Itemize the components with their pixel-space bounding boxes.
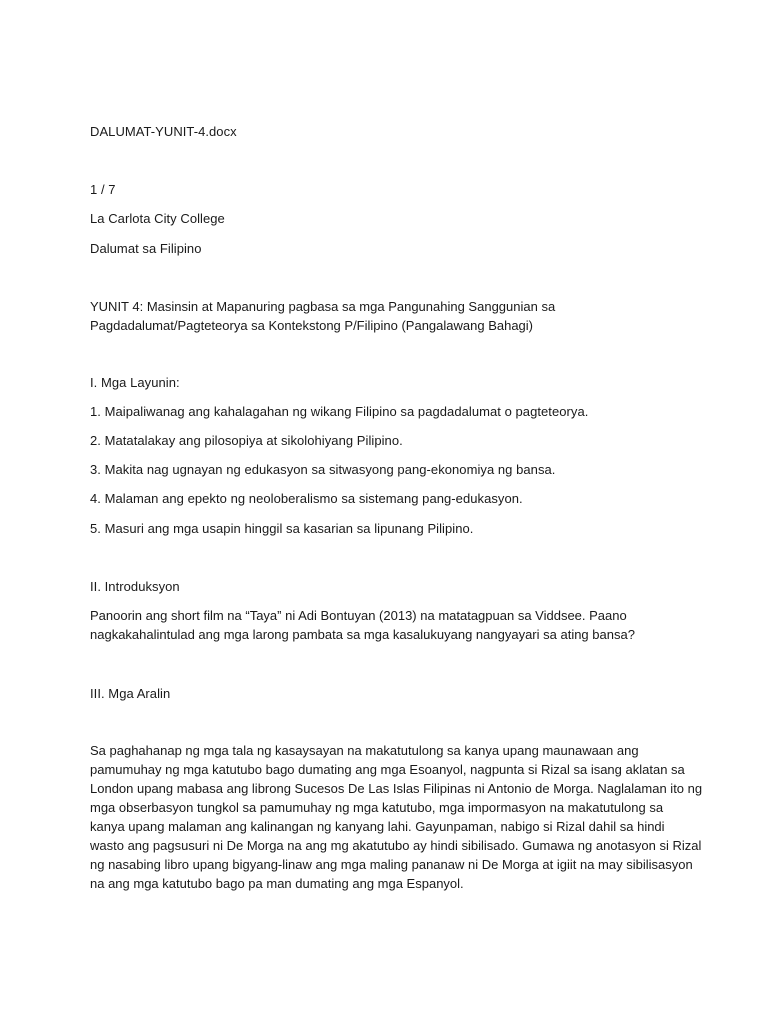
objective-item: 3. Makita nag ugnayan ng edukasyon sa sitwasyong pang-ekonomiya ng bansa. xyxy=(90,462,556,477)
intro-heading: II. Introduksyon xyxy=(90,579,180,594)
lessons-line: na ang mga katutubo bago pa man dumating ang mga Espanyol. xyxy=(90,876,464,891)
objective-item: 1. Maipaliwanag ang kahalagahan ng wikang Filipino sa pagdadalumat o pagteteorya. xyxy=(90,404,589,419)
intro-paragraph xyxy=(90,606,690,644)
lessons-line: kanya upang malaman ang kalinangan ng kanyang lahi. Gayunpaman, nabigo si Rizal dahil sa hindi xyxy=(90,819,665,834)
lessons-line: London upang mabasa ang librong Sucesos De Las Islas Filipinas ni Antonio de Morga. Naglalaman ito ng xyxy=(90,781,703,796)
page-indicator: 1 / 7 xyxy=(90,182,116,197)
lessons-line: pamumuhay ng mga katutubo bago dumating ang mga Esoanyol, nagpunta si Rizal sa isang aklatan sa xyxy=(90,762,685,777)
lessons-line: mga obserbasyon tungkol sa pamumuhay ng mga katutubo, mga impormasyon na makatutulong sa xyxy=(90,800,664,815)
lessons-line: ng nasabing libro upang bigyang-linaw ang mga maling pananaw ni De Morga at igiit na may sibilisasyon xyxy=(90,857,693,872)
intro-line: nagkakahalintulad ang mga larong pambata sa mga kasalukuyang nangyayari sa ating bansa? xyxy=(90,627,635,642)
objective-item: 2. Matatalakay ang pilosopiya at sikolohiyang Pilipino. xyxy=(90,433,403,448)
unit-title xyxy=(90,297,690,335)
lessons-line: Sa paghahanap ng mga tala ng kasaysayan na makatutulong sa kanya upang maunawaan ang xyxy=(90,743,639,758)
unit-title-line: YUNIT 4: Masinsin at Mapanuring pagbasa sa mga Pangunahing Sanggunian sa xyxy=(90,299,556,314)
intro-line: Panoorin ang short film na “Taya” ni Adi Bontuyan (2013) na matatagpuan sa Viddsee. Paano xyxy=(90,608,627,623)
document-filename: DALUMAT-YUNIT-4.docx xyxy=(90,124,237,139)
lessons-line: wasto ang pagsusuri ni De Morga na ang mg akatutubo ay hindi sibilisado. Gumawa ng anotasyon si Rizal xyxy=(90,838,702,853)
lessons-paragraph xyxy=(90,741,703,893)
unit-title-line: Pagdadalumat/Pagteteorya sa Kontekstong P/Filipino (Pangalawang Bahagi) xyxy=(90,318,534,333)
course-name: Dalumat sa Filipino xyxy=(90,241,202,256)
school-name: La Carlota City College xyxy=(90,211,225,226)
lessons-heading: III. Mga Aralin xyxy=(90,686,171,701)
objective-item: 5. Masuri ang mga usapin hinggil sa kasarian sa lipunang Pilipino. xyxy=(90,521,474,536)
objectives-heading: I. Mga Layunin: xyxy=(90,375,180,390)
objective-item: 4. Malaman ang epekto ng neoloberalismo sa sistemang pang-edukasyon. xyxy=(90,491,523,506)
